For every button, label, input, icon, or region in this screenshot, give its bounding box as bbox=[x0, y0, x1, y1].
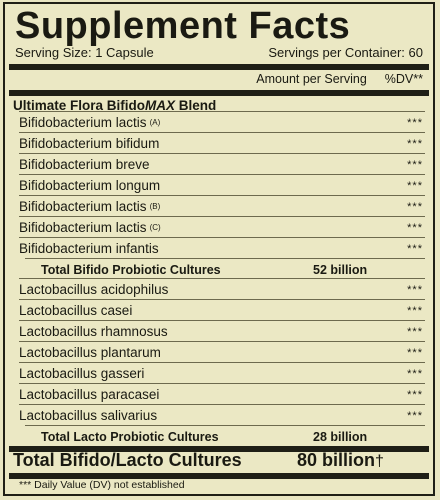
grand-total-row bbox=[13, 450, 423, 471]
ingredient-name: Lactobacillus acidophilus bbox=[19, 281, 169, 297]
ingredient-dv: *** bbox=[407, 325, 423, 338]
ingredient-name: Lactobacillus rhamnosus bbox=[19, 323, 168, 339]
divider-thick bbox=[9, 90, 429, 96]
total-lacto-amount: 28 billion bbox=[313, 430, 368, 444]
total-bifido-amount: 52 billion bbox=[313, 263, 368, 277]
ingredient-name: Lactobacillus casei bbox=[19, 302, 133, 318]
ingredient-row bbox=[19, 237, 425, 259]
ingredient-row bbox=[19, 383, 425, 405]
ingredient-name: Bifidobacterium lactis $^{(B)}$ bbox=[19, 198, 161, 214]
dv-header: %DV** bbox=[384, 72, 423, 86]
divider-thick bbox=[9, 64, 429, 70]
strain-note: (C) bbox=[149, 222, 161, 232]
ingredient-row bbox=[19, 153, 425, 175]
ingredient-row bbox=[19, 404, 425, 426]
ingredient-name: Bifidobacterium lactis $^{(A)}$ bbox=[19, 114, 161, 130]
ingredient-name: Bifidobacterium infantis bbox=[19, 240, 159, 256]
total-bifido-row bbox=[25, 258, 425, 280]
ingredient-name: Bifidobacterium breve bbox=[19, 156, 150, 172]
ingredient-row bbox=[19, 278, 425, 300]
ingredient-dv: *** bbox=[407, 409, 423, 422]
ingredient-dv: *** bbox=[407, 346, 423, 359]
supplement-facts-panel bbox=[3, 2, 435, 496]
ingredient-dv: *** bbox=[407, 221, 423, 234]
ingredient-name: Bifidobacterium lactis $^{(C)}$ bbox=[19, 219, 161, 235]
ingredient-name: Lactobacillus plantarum bbox=[19, 344, 161, 360]
ingredient-dv: *** bbox=[407, 388, 423, 401]
ingredient-dv: *** bbox=[407, 242, 423, 255]
strain-note: (B) bbox=[149, 201, 161, 211]
ingredient-row bbox=[19, 111, 425, 133]
ingredient-row bbox=[19, 216, 425, 238]
ingredient-dv: *** bbox=[407, 304, 423, 317]
ingredient-dv: *** bbox=[407, 200, 423, 213]
ingredient-row bbox=[19, 132, 425, 154]
ingredient-dv: *** bbox=[407, 283, 423, 296]
column-headers bbox=[256, 72, 423, 86]
grand-total-amount: 80 billion bbox=[297, 450, 376, 470]
blend-title: Ultimate Flora BifidoMAX Blend bbox=[13, 98, 217, 113]
serving-info bbox=[15, 45, 423, 60]
ingredient-dv: *** bbox=[407, 367, 423, 380]
servings-per-container: Servings per Container: 60 bbox=[268, 45, 423, 60]
dagger-mark: † bbox=[375, 453, 384, 470]
ingredient-name: Lactobacillus paracasei bbox=[19, 386, 160, 402]
footnote: *** Daily Value (DV) not established bbox=[19, 479, 185, 491]
panel-title: Supplement Facts bbox=[15, 5, 351, 47]
ingredient-dv: *** bbox=[407, 116, 423, 129]
ingredient-name: Lactobacillus gasseri bbox=[19, 365, 145, 381]
ingredient-dv: *** bbox=[407, 158, 423, 171]
ingredient-row bbox=[19, 320, 425, 342]
ingredient-row bbox=[19, 341, 425, 363]
total-lacto-label: Total Lacto Probiotic Cultures bbox=[41, 430, 219, 444]
ingredient-name: Lactobacillus salivarius bbox=[19, 407, 158, 423]
ingredient-row bbox=[19, 299, 425, 321]
total-bifido-label: Total Bifido Probiotic Cultures bbox=[41, 263, 221, 277]
ingredient-row bbox=[19, 362, 425, 384]
serving-size: Serving Size: 1 Capsule bbox=[15, 45, 154, 60]
ingredient-name: Bifidobacterium longum bbox=[19, 177, 161, 193]
grand-total-label: Total Bifido/Lacto Cultures bbox=[13, 450, 242, 470]
ingredient-dv: *** bbox=[407, 179, 423, 192]
strain-note: (A) bbox=[149, 117, 161, 127]
ingredient-row bbox=[19, 174, 425, 196]
total-lacto-row bbox=[25, 425, 425, 447]
ingredient-name: Bifidobacterium bifidum bbox=[19, 135, 160, 151]
ingredient-row bbox=[19, 195, 425, 217]
amount-header: Amount per Serving bbox=[256, 72, 367, 86]
ingredient-dv: *** bbox=[407, 137, 423, 150]
